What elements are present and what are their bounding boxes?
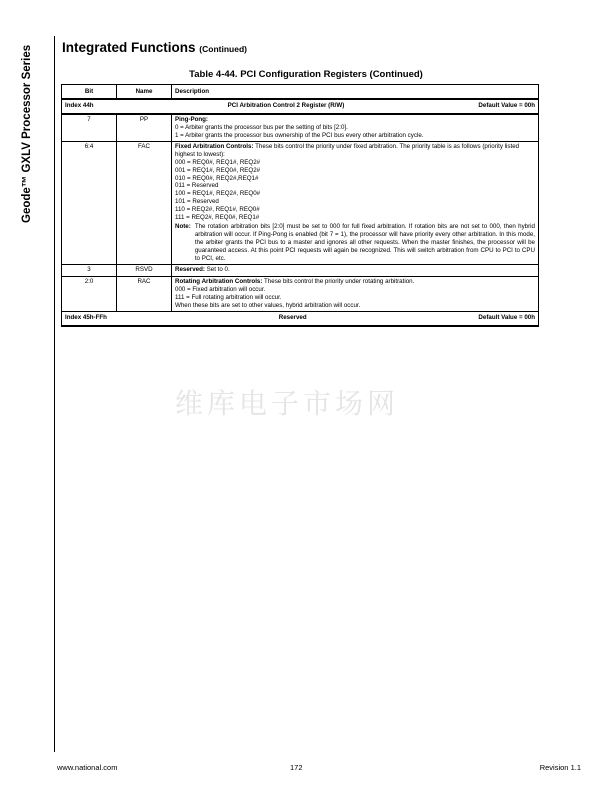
fac-line: 101 = Reserved bbox=[175, 198, 219, 206]
section-title-text: Integrated Functions bbox=[62, 40, 196, 55]
index-44h-title: PCI Arbitration Control 2 Register (R/W) bbox=[227, 102, 345, 110]
fac-line: 100 = REQ1#, REQ2#, REQ0# bbox=[175, 190, 261, 198]
fac-line: 110 = REQ2#, REQ1#, REQ0# bbox=[175, 205, 260, 213]
frame-divider bbox=[54, 36, 55, 752]
fac-line: 000 = REQ0#, REQ1#, REQ2# bbox=[175, 159, 261, 167]
header-description: Description bbox=[172, 85, 539, 99]
side-title-text: Geode™ GXLV Processor Series bbox=[21, 44, 33, 223]
footer-page-number: 172 bbox=[290, 763, 303, 772]
description-cell bbox=[172, 264, 539, 276]
register-table bbox=[61, 84, 539, 327]
index-45h-row bbox=[62, 311, 539, 325]
table-row bbox=[62, 264, 539, 276]
bit-cell: 6:4 bbox=[62, 141, 117, 264]
description-cell bbox=[172, 276, 539, 311]
footer-revision: Revision 1.1 bbox=[539, 763, 581, 772]
fac-note bbox=[175, 223, 535, 262]
pp-line: 0 = Arbiter grants the processor bus per the setting of bits [2:0]. bbox=[175, 123, 348, 131]
table-row bbox=[62, 114, 539, 142]
section-title bbox=[62, 40, 247, 55]
rac-heading: Rotating Arbitration Controls: bbox=[175, 278, 263, 286]
fac-line: 011 = Reserved bbox=[175, 182, 219, 190]
bit-cell: 3 bbox=[62, 264, 117, 276]
index-44h-row bbox=[62, 99, 539, 114]
fac-heading: Fixed Arbitration Controls: bbox=[175, 143, 254, 151]
index-45h-default: Default Value = 00h bbox=[478, 314, 535, 322]
side-title bbox=[20, 38, 34, 223]
bit-cell: 7 bbox=[62, 114, 117, 142]
rac-intro bbox=[175, 278, 535, 286]
table-row bbox=[62, 141, 539, 264]
rac-line: 111 = Full rotating arbitration will occur. bbox=[175, 293, 282, 301]
rac-line: When these bits are set to other values, hybrid arbitration will occur. bbox=[175, 301, 361, 309]
description-cell bbox=[172, 114, 539, 142]
name-cell: RSVD bbox=[117, 264, 172, 276]
description-cell bbox=[172, 141, 539, 264]
rsvd-text: Set to 0. bbox=[204, 266, 230, 274]
fac-intro bbox=[175, 143, 535, 159]
pp-line: 1 = Arbiter grants the processor bus ownership of the PCI bus every other arbitration cycle. bbox=[175, 131, 424, 139]
name-cell: PP bbox=[117, 114, 172, 142]
index-44h-default: Default Value = 00h bbox=[478, 102, 535, 110]
section-title-continued: (Continued) bbox=[199, 44, 247, 54]
rac-intro-text: These bits control the priority under rotating arbitration. bbox=[262, 278, 415, 286]
note-label: Note: bbox=[175, 223, 191, 231]
index-44h-label: Index 44h bbox=[65, 102, 94, 110]
table-caption: Table 4-44. PCI Configuration Registers (Continued) bbox=[189, 69, 423, 80]
header-bit: Bit bbox=[62, 85, 117, 99]
fac-line: 010 = REQ0#, REQ2#,REQ1# bbox=[175, 174, 259, 182]
note-text: The rotation arbitration bits [2:0] must be set to 000 for full fixed arbitration. If rotation bits are not set to 000, then hybrid arbitration will occur. If Ping-Pong is enabled (bit 7 = 1), the processor will have priority every other arbitration. In this mode, the arbiter grants the PCI bus to a master and ignores all other requests. When the master finishes, the processor will be guaranteed access. At this point PCI requests will again be recognized. This will switch arbitration from CPU to PCI to CPU to PCI, etc. bbox=[194, 223, 535, 262]
rsvd-heading: Reserved: bbox=[175, 266, 205, 274]
pp-heading: Ping-Pong: bbox=[175, 116, 208, 124]
fac-line: 001 = REQ1#, REQ0#, REQ2# bbox=[175, 166, 261, 174]
fac-line: 111 = REQ2#, REQ0#, REQ1# bbox=[175, 213, 260, 221]
name-cell: FAC bbox=[117, 141, 172, 264]
watermark: 维库电子市场网 bbox=[175, 387, 400, 420]
name-cell: RAC bbox=[117, 276, 172, 311]
index-45h-label: Index 45h-FFh bbox=[65, 314, 107, 322]
index-45h-title: Reserved bbox=[278, 314, 307, 322]
fac-intro-text: These bits control the priority under fixed arbitration. The priority table is as follows (priority listed highest to lowest): bbox=[175, 143, 520, 159]
table-header-row bbox=[62, 85, 539, 99]
rac-line: 000 = Fixed arbitration will occur. bbox=[175, 286, 266, 294]
table-row bbox=[62, 276, 539, 311]
header-name: Name bbox=[117, 85, 172, 99]
bit-cell: 2:0 bbox=[62, 276, 117, 311]
footer-url: www.national.com bbox=[57, 763, 118, 772]
